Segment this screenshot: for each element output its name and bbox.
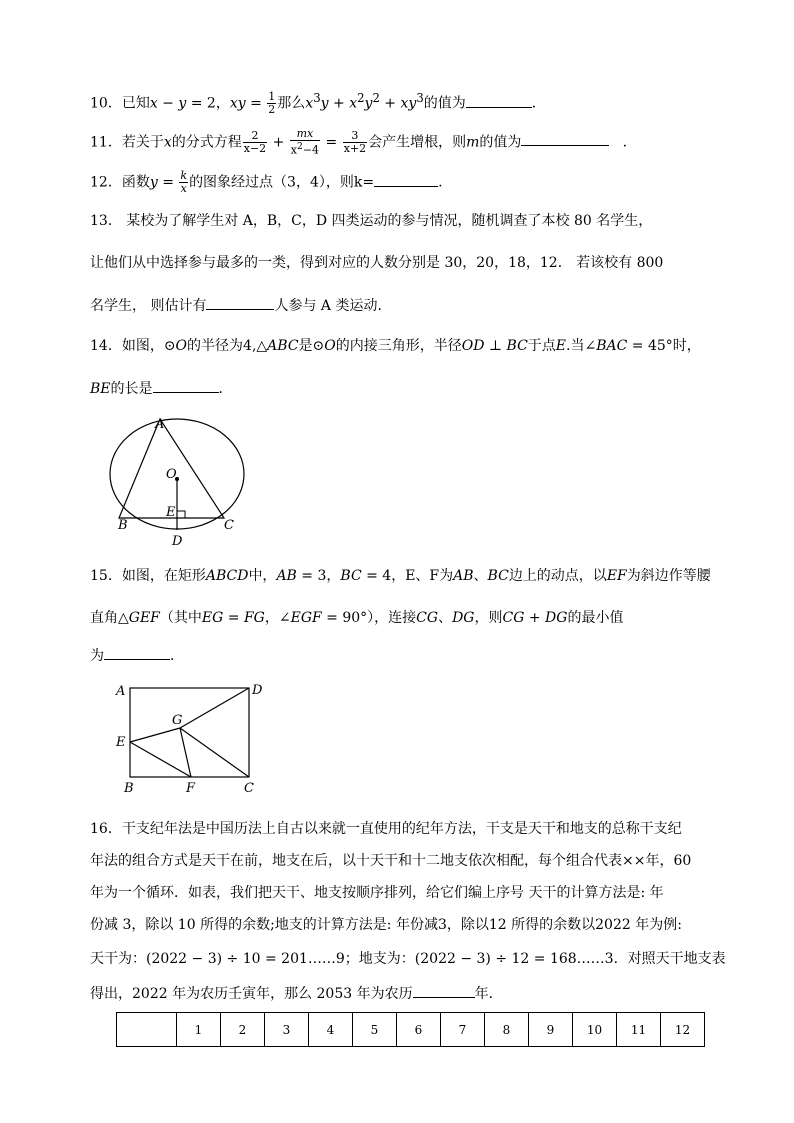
question-10: 10．已知x − y = 2，xy = $\frac{1}{2}$ 那么$x^3y + x^2y^2 + xy^3$的值为 ． [90,90,546,117]
answer-blank-10[interactable] [466,93,532,108]
question-14-line-2: BE的长是 ． [90,378,233,399]
table-cell: 11 [617,1013,661,1047]
fraction-mx-over-x2-4: $\frac{mx}{x^2-4}$ [290,127,320,157]
label-E: E [116,735,126,750]
label-G: G [172,713,183,728]
table-cell: 10 [573,1013,617,1047]
question-14-line-1: 14．如图，⊙O的半径为4,△ABC是⊙O的内接三角形，半径OD ⊥ BC于点E.当∠BAC = 45°时， [90,338,701,354]
question-13-line-2: 让他们从中选择参与最多的一类，得到对应的人数分别是 30，20，18，12． 若该校有 800 [90,255,664,271]
table-cell: 4 [309,1013,353,1047]
table-cell: 3 [265,1013,309,1047]
table-cell: 7 [441,1013,485,1047]
figure-15-rectangle [112,680,272,798]
fraction-2-over-x-2: $\frac{2}{x-2}$ [243,128,267,155]
fraction-k-over-x: $\frac{k}{x}$ [180,169,188,195]
table-cell: 6 [397,1013,441,1047]
table-row [117,1013,705,1047]
label-B: B [124,781,134,796]
label-A: A [155,417,165,432]
answer-blank-13[interactable] [206,295,274,310]
question-13-line-1: 13． 某校为了解学生对 A，B，C，D 四类运动的参与情况，随机调查了本校 80 名学生， [90,213,653,229]
label-C: C [244,781,254,796]
question-13-line-3: 名学生， 则估计有 人参与 A 类运动． [90,295,391,316]
question-16-line-6: 得出，2022 年为农历壬寅年，那么 2053 年为农历 年． [90,983,503,1004]
table-cell: 2 [221,1013,265,1047]
question-15-line-3: 为 ． [90,645,184,666]
question-16-line-5: 天干为：(2022 − 3) ÷ 10 = 201……9；地支为：(2022 − 3) ÷ 12 = 168……3．对照天干地支表 [90,951,726,967]
table-cell: 9 [529,1013,573,1047]
answer-blank-16[interactable] [413,983,475,998]
fraction-3-over-x+2: $\frac{3}{x+2}$ [343,128,367,155]
answer-blank-12[interactable] [374,172,438,187]
label-D: D [252,683,263,698]
label-A: A [116,684,126,699]
table-cell: 1 [177,1013,221,1047]
label-O: O [166,467,177,482]
question-16-line-1: 16．干支纪年法是中国历法上自古以来就一直使用的纪年方法，干支是天干和地支的总称干支纪 [90,821,682,837]
question-12: 12．函数y = $\frac{k}{x}$ 的图象经过点（3，4），则k= . [90,169,443,195]
label-D: D [172,534,183,549]
question-11: 11．若关于x的分式方程 $\frac{2}{x-2}$ + $\frac{mx}{x^2-4}$ = $\frac{3}{x+2}$ 会产生增根，则m的值为 ． [90,127,637,157]
question-16-line-4: 份减 3，除以 10 所得的余数;地支的计算方法是: 年份减3，除以12 所得的余数以2022 年为例: [90,917,682,933]
ganzhi-table [116,1012,705,1047]
table-cell [117,1013,177,1047]
answer-blank-15[interactable] [104,645,170,660]
table-cell: 12 [661,1013,705,1047]
question-16-line-3: 年为一个循环．如表，我们把天干、地支按顺序排列，给它们编上序号 天干的计算方法是: 年 [90,885,664,901]
table-cell: 5 [353,1013,397,1047]
table-cell: 8 [485,1013,529,1047]
question-15-line-1: 15．如图，在矩形ABCD中，AB = 3，BC = 4，E、F为AB、BC边上的动点，以EF为斜边作等腰 [90,568,711,584]
question-16-line-2: 年法的组合方式是天干在前，地支在后，以十天干和十二地支依次相配，每个组合代表××年，60 [90,853,692,869]
label-C: C [224,518,234,533]
label-B: B [118,518,128,533]
label-E: E [166,505,176,520]
figure-14-circle-triangle [100,408,260,550]
answer-blank-11[interactable] [521,131,609,146]
answer-blank-14[interactable] [153,378,219,393]
fraction-half: $\frac{1}{2}$ [268,90,276,117]
label-F: F [186,781,196,796]
question-15-line-2: 直角△GEF（其中EG = FG，∠EGF = 90°），连接CG、DG，则CG + DG的最小值 [90,610,624,626]
